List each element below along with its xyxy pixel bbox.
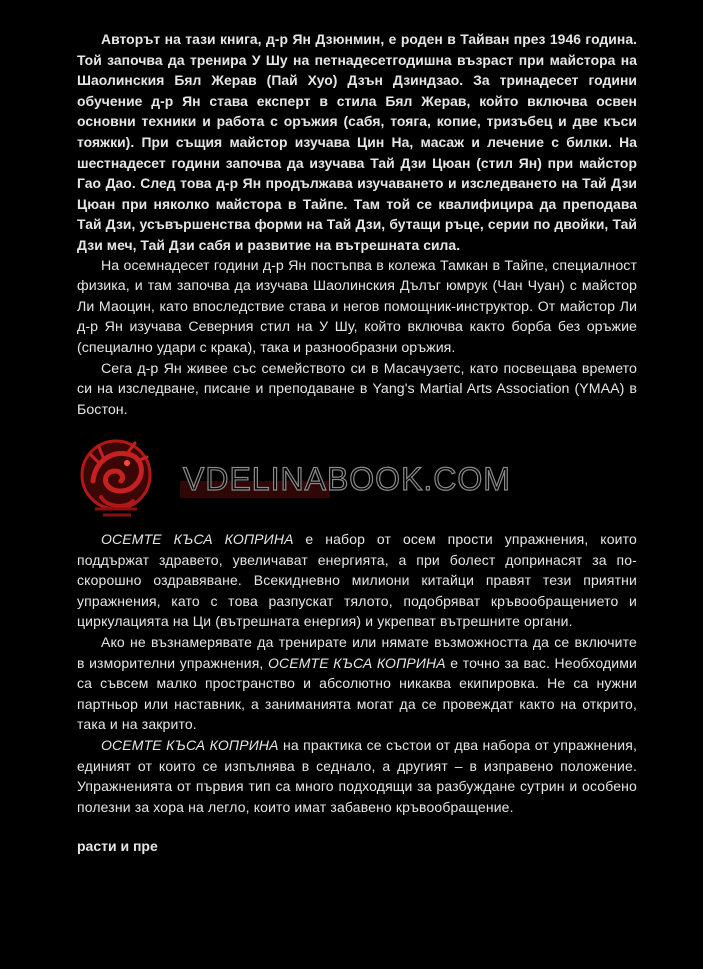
author-bio xyxy=(77,29,637,420)
desc-paragraph-3 xyxy=(77,735,637,817)
desc-paragraph-3-text: на практика се състои от два набора от упражнения, единият от които се изпълнява в седнало, а другият – в изправено положение. Упражненията от първия тип са много подходящи за разбуждане сутрин и особено полезни за хора на легло, които имат забавено кръвообращение. xyxy=(77,736,637,815)
bio-paragraph-2: На осемнадесет години д-р Ян постъпва в колежа Тамкан в Тайпе, специалност физика, и там започва да изучава Шаолинския Дълъг юмрук (Чан Чуан) с майстор Ли Маоцин, като впоследствие става и негов помощник-инструктор. От майстор Ли д-р Ян изучава Северния стил на У Шу, който включва както борба без оръжие (специално удари с крака), така и разнообразни оръжия. xyxy=(77,257,637,356)
cut-off-text-line: расти и пре xyxy=(77,838,158,854)
book-title-emphasis: ОСЕМТЕ КЪСА КОПРИНА xyxy=(267,654,446,671)
red-dragon-logo-icon xyxy=(73,437,159,523)
desc-paragraph-1-text: е набор от осем прости упражнения, които поддържат здравето, увеличават енергията, а при болест допринасят за по-скорошно оздравяване. Всекидневно милиони китайци правят тези приятни упражнения, като с това разпускат тялото, подобряват кръвообращението и циркулацията на Ци (вътрешната енергия) и укрепват вътрешните органи. xyxy=(77,531,637,630)
bio-paragraph-1: Авторът на тази книга, д-р Ян Дзюнмин, е роден в Тайван през 1946 година. Той започва да тренира У Шу на петнадесетгодишна възраст при майстора на Шаолинския Бял Жерав (Пай Хуо) Дзън Дзиндзао. За тринадесет години обучение д-р Ян става експерт в стила Бял Жерав, който включва освен основни техники и работа с оръжия (сабя, тояга, копие, тризъбец и две къси тояжки). При същия майстор изучава Цин На, масаж и лечение с билки. На шестнадесет години започва да изучава Тай Дзи Цюан (стил Ян) при майстор Гао Дао. След това д-р Ян продължава изучаването и изследването на Тай Дзи Цюан при няколко майстора в Тайпе. Там той се квалифицира да преподава Тай Дзи, усъвършенства форми на Тай Дзи, бутащи ръце, серии по двойки, Тай Дзи меч, Тай Дзи сабя и развитие на вътрешната сила. xyxy=(77,31,637,253)
desc-paragraph-2-text: е точно за вас. Необходими са съвсем малко пространство и абсолютно никаква екипировка. Не са нужни партньор или наставник, а заниманията могат да се провеждат както на открито, така и на закрито. xyxy=(77,654,637,733)
book-title-emphasis: ОСЕМТЕ КЪСА КОПРИНА xyxy=(101,531,294,547)
desc-paragraph-2 xyxy=(77,632,637,735)
watermark-text: VDELINABOOK.COM xyxy=(183,461,511,497)
book-description xyxy=(77,529,637,817)
desc-paragraph-1 xyxy=(77,529,637,632)
desc-paragraph-2-start: Ако не възнамерявате да тренирате или нямате възможността да се включите в изморителни упражнения, xyxy=(77,633,637,671)
bio-paragraph-3: Сега д-р Ян живее със семейството си в Масачузетс, като посвещава времето си на изследване, писане и преподаване в Yang's Martial Arts Association (YMAA) в Бостон. xyxy=(77,360,637,418)
book-title-emphasis: ОСЕМТЕ КЪСА КОПРИНА xyxy=(101,736,279,753)
